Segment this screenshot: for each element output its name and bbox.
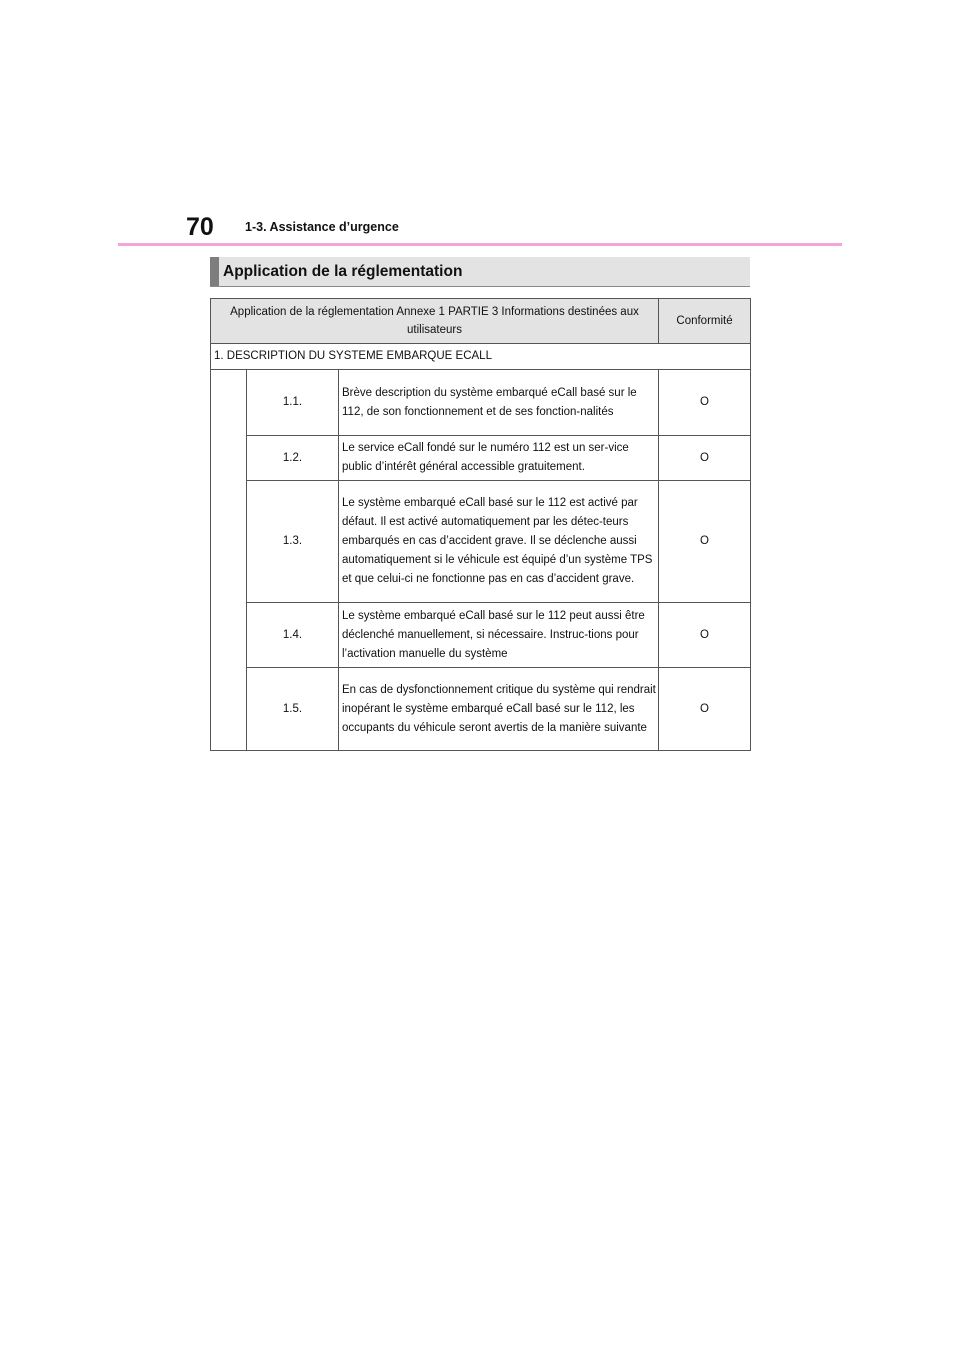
row-description: Le système embarqué eCall basé sur le 112 est activé par défaut. Il est activé automatiquement par les détec-teurs embarqués en cas d’accident grave. Il se déclenche aussi automatiquement si le véhicule est équipé d’un système TPS et que celui-ci ne fonctionne pas en cas d’accident grave. bbox=[339, 481, 659, 603]
heading-bar bbox=[210, 257, 750, 287]
row-number: 1.5. bbox=[247, 668, 339, 751]
page-number: 70 bbox=[186, 213, 214, 241]
row-number: 1.4. bbox=[247, 603, 339, 668]
section-label: 1. DESCRIPTION DU SYSTEME EMBARQUE ECALL bbox=[211, 344, 751, 370]
table-row bbox=[211, 436, 751, 481]
section-title: 1-3. Assistance d’urgence bbox=[245, 220, 399, 234]
heading-title: Application de la réglementation bbox=[223, 263, 463, 280]
row-compliance: O bbox=[659, 481, 751, 603]
header-rule bbox=[118, 243, 842, 246]
row-compliance: O bbox=[659, 603, 751, 668]
header-compliance: Conformité bbox=[659, 299, 751, 344]
row-number: 1.3. bbox=[247, 481, 339, 603]
table-row bbox=[211, 668, 751, 751]
header-requirement: Application de la réglementation Annexe 1 PARTIE 3 Informations destinées aux utilisateurs bbox=[211, 299, 659, 344]
heading-accent bbox=[210, 257, 219, 286]
row-description: Brève description du système embarqué eCall basé sur le 112, de son fonctionnement et de ses fonction-nalités bbox=[339, 370, 659, 436]
row-compliance: O bbox=[659, 668, 751, 751]
row-description: Le service eCall fondé sur le numéro 112 est un ser-vice public d’intérêt général accessible gratuitement. bbox=[339, 436, 659, 481]
row-number: 1.2. bbox=[247, 436, 339, 481]
row-description: Le système embarqué eCall basé sur le 112 peut aussi être déclenché manuellement, si nécessaire. Instruc-tions pour l’activation manuelle du système bbox=[339, 603, 659, 668]
row-description: En cas de dysfonctionnement critique du système qui rendrait inopérant le système embarqué eCall basé sur le 112, les occupants du véhicule seront avertis de la manière suivante bbox=[339, 668, 659, 751]
table-section-row bbox=[211, 344, 751, 370]
row-number: 1.1. bbox=[247, 370, 339, 436]
table-row bbox=[211, 481, 751, 603]
row-compliance: O bbox=[659, 370, 751, 436]
table-row bbox=[211, 603, 751, 668]
indent-cell bbox=[211, 370, 247, 751]
table-header-row bbox=[211, 299, 751, 344]
table-row bbox=[211, 370, 751, 436]
regulation-table bbox=[210, 298, 751, 751]
row-compliance: O bbox=[659, 436, 751, 481]
